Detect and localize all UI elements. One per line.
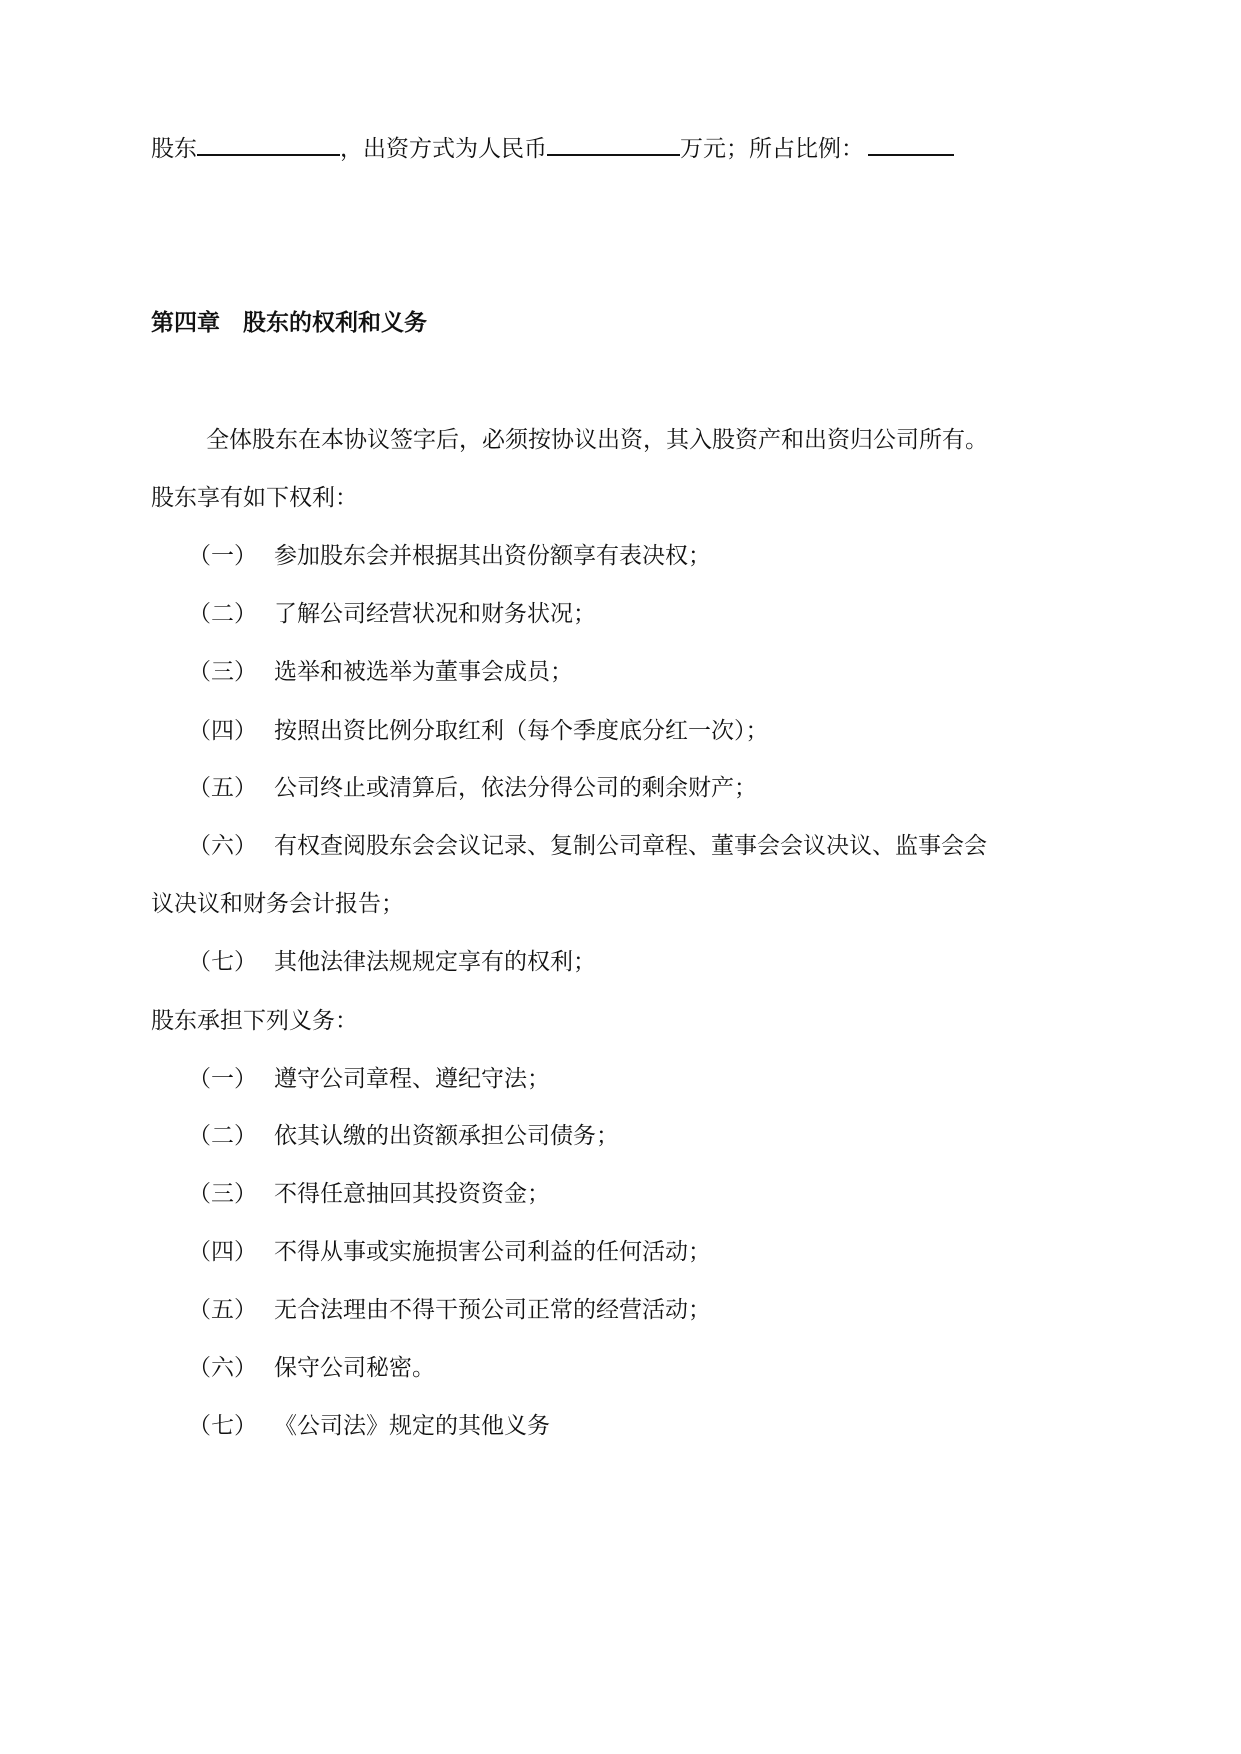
item-number: （一） xyxy=(188,543,257,569)
item-text: 参加股东会并根据其出资份额享有表决权； xyxy=(274,543,711,569)
item-text: 《公司法》规定的其他义务 xyxy=(274,1413,550,1439)
shareholder-contribution-line xyxy=(151,134,954,164)
item-text: 其他法律法规规定享有的权利； xyxy=(274,949,596,975)
item-text: 依其认缴的出资额承担公司债务； xyxy=(274,1123,619,1149)
item-number: （七） xyxy=(188,1413,257,1439)
item-text: 公司终止或清算后，依法分得公司的剩余财产； xyxy=(274,775,757,801)
duties-intro: 股东承担下列义务： xyxy=(151,1008,358,1034)
item-number: （四） xyxy=(188,718,257,744)
item-number: （三） xyxy=(188,659,257,685)
item-number: （一） xyxy=(188,1066,257,1092)
item-number: （五） xyxy=(188,1297,257,1323)
item-number: （五） xyxy=(188,775,257,801)
contribution-method-label: ，出资方式为人民币 xyxy=(340,136,547,162)
item-number: （六） xyxy=(188,1355,257,1381)
ratio-label: 万元；所占比例： xyxy=(680,136,864,162)
item-number: （二） xyxy=(188,601,257,627)
item-number: （三） xyxy=(188,1181,257,1207)
item-number: （七） xyxy=(188,949,257,975)
item-number: （二） xyxy=(188,1123,257,1149)
item-text: 不得从事或实施损害公司利益的任何活动； xyxy=(274,1239,711,1265)
item-text: 有权查阅股东会会议记录、复制公司章程、董事会会议决议、监事会会 xyxy=(274,833,987,859)
rights-intro: 股东享有如下权利： xyxy=(151,485,358,511)
item-text: 遵守公司章程、遵纪守法； xyxy=(274,1066,550,1092)
item-text: 不得任意抽回其投资资金； xyxy=(274,1181,550,1207)
shareholder-label: 股东 xyxy=(151,136,197,162)
item-text: 按照出资比例分取红利（每个季度底分红一次）； xyxy=(274,718,769,744)
ratio-blank[interactable] xyxy=(868,134,954,156)
item-number: （六） xyxy=(188,833,257,859)
item-text: 选举和被选举为董事会成员； xyxy=(274,659,573,685)
shareholder-name-blank[interactable] xyxy=(197,134,340,156)
contribution-amount-blank[interactable] xyxy=(547,134,680,156)
item-text: 保守公司秘密。 xyxy=(274,1355,435,1381)
item-text-continued: 议决议和财务会计报告； xyxy=(151,891,404,917)
item-text: 无合法理由不得干预公司正常的经营活动； xyxy=(274,1297,711,1323)
item-number: （四） xyxy=(188,1239,257,1265)
intro-paragraph: 全体股东在本协议签字后，必须按协议出资，其入股资产和出资归公司所有。 xyxy=(206,427,988,453)
item-text: 了解公司经营状况和财务状况； xyxy=(274,601,596,627)
chapter-heading: 第四章 股东的权利和义务 xyxy=(151,309,427,336)
